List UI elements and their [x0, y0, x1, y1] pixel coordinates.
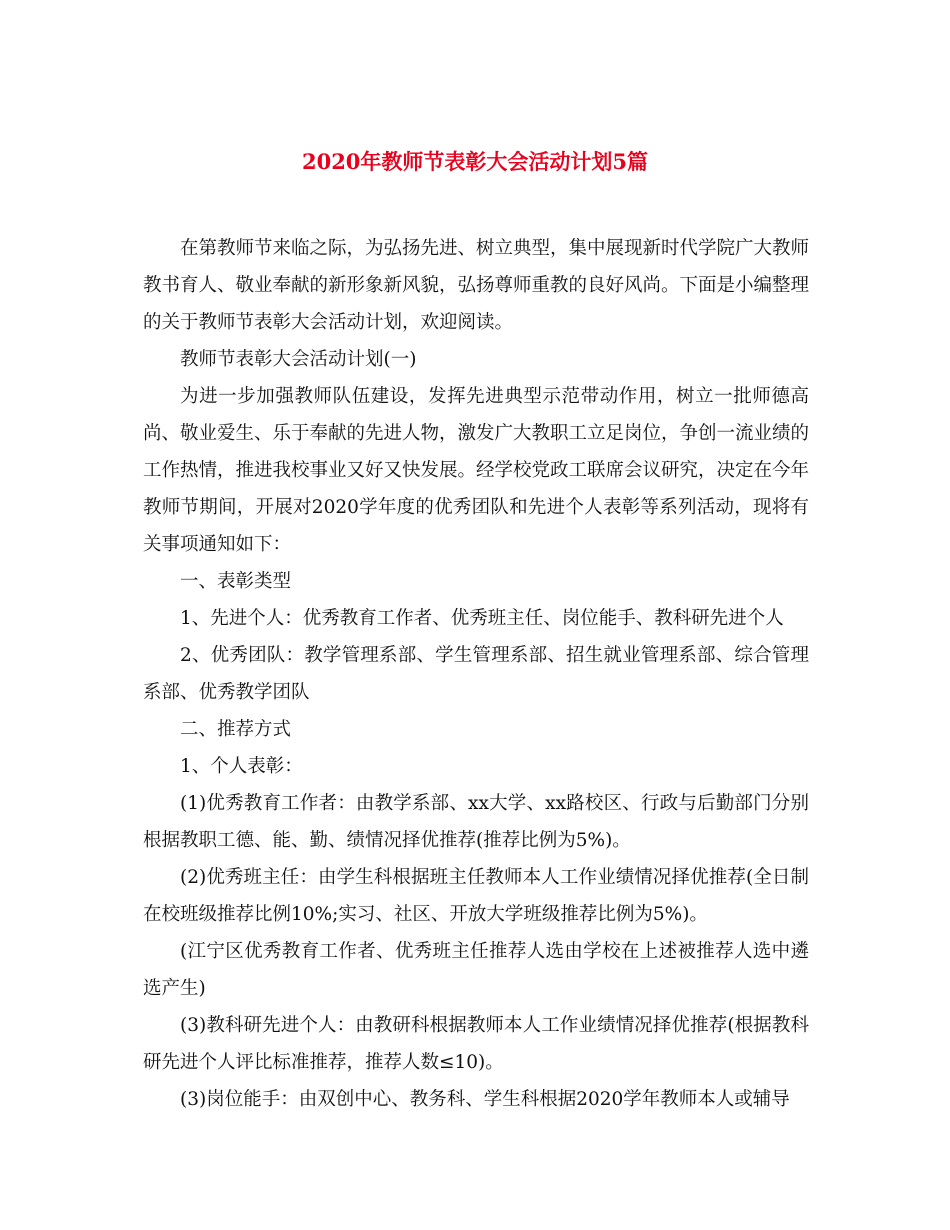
list-item: (3)岗位能手：由双创中心、教务科、学生科根据2020学年教师本人或辅导 [180, 1089, 790, 1110]
list-item: (2)优秀班主任：由学生科根据班主任教师本人工作业绩情况择优推荐(全日制在校班级推荐比例10%;实习、社区、开放大学班级推荐比例为5%)。 [143, 867, 809, 925]
document-body [143, 230, 809, 1118]
note-paragraph: (江宁区优秀教育工作者、优秀班主任推荐人选由学校在上述被推荐人选中遴选产生) [143, 941, 809, 999]
section-heading: 教师节表彰大会活动计划(一) [180, 349, 417, 370]
list-item: 1、个人表彰： [180, 756, 303, 777]
paragraph: 为进一步加强教师队伍建设，发挥先进典型示范带动作用，树立一批师德高尚、敬业爱生、乐于奉献的先进人物，激发广大教职工立足岗位，争创一流业绩的工作热情，推进我校事业又好又快发展。经学校党政工联席会议研究，决定在今年教师节期间，开展对2020学年度的优秀团队和先进个人表彰等系列活动，现将有关事项通知如下： [143, 386, 810, 555]
list-item: 2、优秀团队：教学管理系部、学生管理系部、招生就业管理系部、综合管理系部、优秀教学团队 [143, 645, 809, 703]
section-heading: 一、表彰类型 [180, 571, 292, 592]
list-item: (3)教科研先进个人：由教研科根据教师本人工作业绩情况择优推荐(根据教科研先进个人评比标准推荐，推荐人数≤10)。 [143, 1015, 809, 1073]
list-item: (1)优秀教育工作者：由教学系部、xx大学、xx路校区、行政与后勤部门分别根据教职工德、能、勤、绩情况择优推荐(推荐比例为5%)。 [143, 793, 809, 851]
paragraph: 在第教师节来临之际，为弘扬先进、树立典型，集中展现新时代学院广大教师教书育人、敬业奉献的新形象新风貌，弘扬尊师重教的良好风尚。下面是小编整理的关于教师节表彰大会活动计划，欢迎阅读。 [143, 238, 810, 333]
section-heading: 二、推荐方式 [180, 719, 292, 740]
document-title: 2020年教师节表彰大会活动计划5篇 [301, 149, 649, 174]
list-item: 1、先进个人：优秀教育工作者、优秀班主任、岗位能手、教科研先进个人 [180, 608, 784, 629]
